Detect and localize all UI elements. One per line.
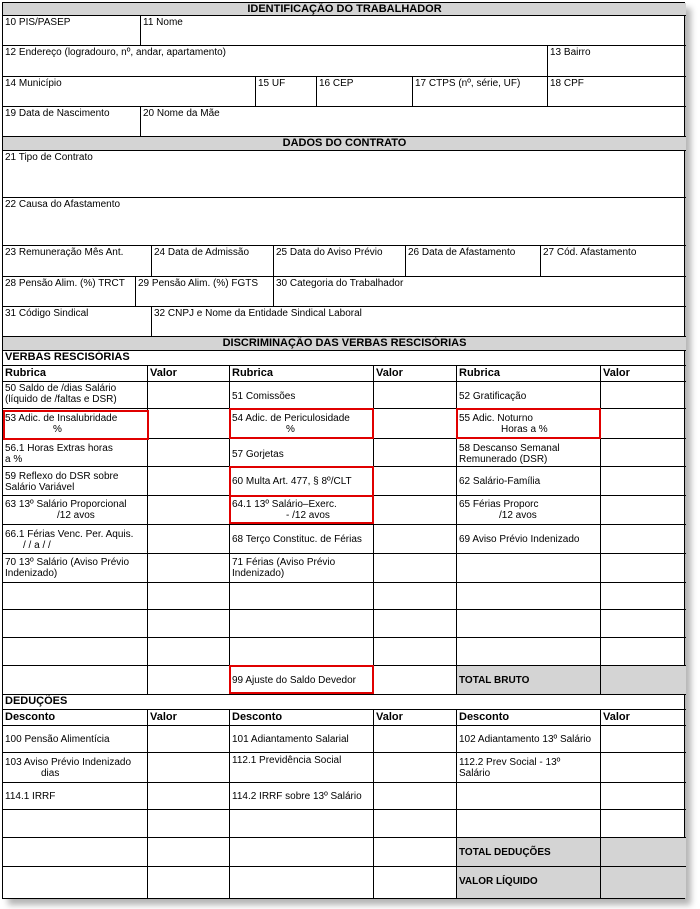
col-rubrica-1: Rubrica bbox=[3, 365, 148, 382]
valor-blank[interactable] bbox=[601, 583, 686, 610]
desconto-112-2: 112.2 Prev Social - 13º Salário bbox=[457, 753, 601, 783]
highlight-99 bbox=[229, 665, 374, 694]
valor-52[interactable] bbox=[601, 382, 686, 409]
section-discriminacao-header: DISCRIMINAÇÃO DAS VERBAS RESCISÓRIAS bbox=[3, 337, 686, 351]
field-20-nome-mae[interactable]: 20 Nome da Mãe bbox=[141, 107, 686, 137]
desconto-102: 102 Adiantamento 13º Salário bbox=[457, 726, 601, 753]
valor-54[interactable] bbox=[374, 409, 457, 439]
rubrica-59: 59 Reflexo do DSR sobre Salário Variável bbox=[3, 467, 148, 496]
rubrica-70: 70 13º Salário (Aviso Prévio Indenizado) bbox=[3, 554, 148, 583]
col-rubrica-3: Rubrica bbox=[457, 365, 601, 382]
valor-60[interactable] bbox=[374, 467, 457, 496]
rubrica-blank bbox=[457, 583, 601, 610]
valor-56[interactable] bbox=[148, 439, 230, 467]
field-10-pis[interactable]: 10 PIS/PASEP bbox=[3, 16, 141, 46]
field-29-pensao-fgts[interactable]: 29 Pensão Alim. (%) FGTS bbox=[136, 277, 274, 307]
valor-blank[interactable] bbox=[601, 783, 686, 810]
field-23-remuneracao[interactable]: 23 Remuneração Mês Ant. bbox=[3, 246, 152, 277]
field-30-categoria[interactable]: 30 Categoria do Trabalhador bbox=[274, 277, 686, 307]
col-valor-d3: Valor bbox=[601, 709, 686, 726]
total-bruto-label: TOTAL BRUTO bbox=[457, 666, 601, 695]
valor-blank[interactable] bbox=[374, 638, 457, 666]
rubrica-blank bbox=[3, 583, 148, 610]
valor-64[interactable] bbox=[374, 496, 457, 525]
field-13-bairro[interactable]: 13 Bairro bbox=[548, 46, 686, 77]
valor-liquido-value bbox=[601, 867, 686, 898]
valor-66[interactable] bbox=[148, 525, 230, 554]
verbas-title: VERBAS RESCISÓRIAS bbox=[5, 351, 130, 363]
valor-blank[interactable] bbox=[148, 610, 230, 638]
valor-63[interactable] bbox=[148, 496, 230, 525]
valor-112-1[interactable] bbox=[374, 753, 457, 783]
valor-114-2[interactable] bbox=[374, 783, 457, 810]
valor-112-2[interactable] bbox=[601, 753, 686, 783]
rubrica-55: 55 Adic. Noturno Horas a % bbox=[457, 409, 601, 439]
desconto-114-2: 114.2 IRRF sobre 13º Salário bbox=[230, 783, 374, 810]
highlight-64 bbox=[229, 495, 374, 524]
field-21-tipo-contrato[interactable]: 21 Tipo de Contrato bbox=[3, 151, 686, 198]
rubrica-54: 54 Adic. de Periculosidade % bbox=[230, 409, 374, 439]
desconto-blank bbox=[230, 810, 374, 838]
rubrica-62: 62 Salário-Família bbox=[457, 467, 601, 496]
rubrica-blank bbox=[3, 638, 148, 666]
desconto-blank bbox=[3, 838, 148, 867]
highlight-54 bbox=[229, 408, 374, 439]
rubrica-blank bbox=[457, 610, 601, 638]
rubrica-60: 60 Multa Art. 477, § 8º/CLT bbox=[230, 467, 374, 496]
field-14-municipio[interactable]: 14 Município bbox=[3, 77, 256, 107]
field-24-data-admissao[interactable]: 24 Data de Admissão bbox=[152, 246, 274, 277]
rubrica-58: 58 Descanso Semanal Remunerado (DSR) bbox=[457, 439, 601, 467]
valor-blank[interactable] bbox=[601, 610, 686, 638]
valor-58[interactable] bbox=[601, 439, 686, 467]
valor-blank[interactable] bbox=[374, 867, 457, 898]
col-desconto-3: Desconto bbox=[457, 709, 601, 726]
highlight-55 bbox=[456, 408, 601, 439]
deducoes-title: DEDUÇÕES bbox=[5, 695, 68, 707]
desconto-114-1: 114.1 IRRF bbox=[3, 783, 148, 810]
valor-blank[interactable] bbox=[148, 666, 230, 695]
highlight-60 bbox=[229, 466, 374, 497]
section-contrato-header: DADOS DO CONTRATO bbox=[3, 137, 686, 151]
highlight-53 bbox=[3, 410, 149, 440]
valor-blank[interactable] bbox=[374, 838, 457, 867]
rubrica-50: 50 Saldo de /dias Salário (líquido de /faltas e DSR) bbox=[3, 382, 148, 409]
col-desconto-2: Desconto bbox=[230, 709, 374, 726]
col-valor-2: Valor bbox=[374, 365, 457, 382]
rubrica-blank bbox=[457, 638, 601, 666]
valor-57[interactable] bbox=[374, 439, 457, 467]
col-valor-d1: Valor bbox=[148, 709, 230, 726]
trct-form bbox=[2, 2, 685, 899]
valor-55[interactable] bbox=[601, 409, 686, 439]
col-valor-3: Valor bbox=[601, 365, 686, 382]
valor-68[interactable] bbox=[374, 525, 457, 554]
field-25-data-aviso[interactable]: 25 Data do Aviso Prévio bbox=[274, 246, 406, 277]
desconto-103: 103 Aviso Prévio Indenizado dias bbox=[3, 753, 148, 783]
field-26-data-afastamento[interactable]: 26 Data de Afastamento bbox=[406, 246, 541, 277]
rubrica-51: 51 Comissões bbox=[230, 382, 374, 409]
total-bruto-value bbox=[601, 666, 686, 695]
desconto-101: 101 Adiantamento Salarial bbox=[230, 726, 374, 753]
rubrica-blank bbox=[230, 610, 374, 638]
valor-blank[interactable] bbox=[374, 583, 457, 610]
valor-59[interactable] bbox=[148, 467, 230, 496]
rubrica-blank bbox=[230, 638, 374, 666]
valor-blank[interactable] bbox=[148, 810, 230, 838]
desconto-blank bbox=[457, 783, 601, 810]
valor-blank[interactable] bbox=[148, 838, 230, 867]
valor-65[interactable] bbox=[601, 496, 686, 525]
rubrica-64: 64.1 13º Salário–Exerc. - /12 avos bbox=[230, 496, 374, 525]
rubrica-99: 99 Ajuste do Saldo Devedor bbox=[230, 666, 374, 695]
valor-69[interactable] bbox=[601, 525, 686, 554]
desconto-blank bbox=[3, 867, 148, 898]
field-22-causa-afastamento[interactable]: 22 Causa do Afastamento bbox=[3, 198, 686, 246]
valor-50[interactable] bbox=[148, 382, 230, 409]
rubrica-66: 66.1 Férias Venc. Per. Aquis. / / a / / bbox=[3, 525, 148, 554]
field-17-ctps[interactable]: 17 CTPS (nº, série, UF) bbox=[413, 77, 548, 107]
field-28-pensao-trct[interactable]: 28 Pensão Alim. (%) TRCT bbox=[3, 277, 136, 307]
field-15-uf[interactable]: 15 UF bbox=[256, 77, 317, 107]
valor-99[interactable] bbox=[374, 666, 457, 695]
valor-blank[interactable] bbox=[374, 810, 457, 838]
rubrica-blank bbox=[230, 583, 374, 610]
valor-51[interactable] bbox=[374, 382, 457, 409]
valor-62[interactable] bbox=[601, 467, 686, 496]
desconto-blank bbox=[230, 867, 374, 898]
field-16-cep[interactable]: 16 CEP bbox=[317, 77, 413, 107]
valor-blank[interactable] bbox=[148, 638, 230, 666]
rubrica-53: 53 Adic. de Insalubridade % bbox=[3, 409, 148, 439]
valor-103[interactable] bbox=[148, 753, 230, 783]
rubrica-52: 52 Gratificação bbox=[457, 382, 601, 409]
desconto-blank bbox=[457, 810, 601, 838]
valor-blank[interactable] bbox=[148, 867, 230, 898]
col-valor-d2: Valor bbox=[374, 709, 457, 726]
desconto-112-1: 112.1 Previdência Social bbox=[230, 753, 374, 783]
field-12-endereco[interactable]: 12 Endereço (logradouro, nº, andar, apartamento) bbox=[3, 46, 548, 77]
rubrica-69: 69 Aviso Prévio Indenizado bbox=[457, 525, 601, 554]
col-valor-1: Valor bbox=[148, 365, 230, 382]
valor-102[interactable] bbox=[601, 726, 686, 753]
field-18-cpf[interactable]: 18 CPF bbox=[548, 77, 686, 107]
rubrica-65: 65 Férias Proporc /12 avos bbox=[457, 496, 601, 525]
rubrica-57: 57 Gorjetas bbox=[230, 439, 374, 467]
field-11-nome[interactable]: 11 Nome bbox=[141, 16, 686, 46]
valor-71[interactable] bbox=[374, 554, 457, 583]
valor-114-1[interactable] bbox=[148, 783, 230, 810]
valor-blank[interactable] bbox=[374, 610, 457, 638]
valor-70[interactable] bbox=[148, 554, 230, 583]
col-desconto-1: Desconto bbox=[3, 709, 148, 726]
desconto-blank bbox=[230, 838, 374, 867]
rubrica-71: 71 Férias (Aviso Prévio Indenizado) bbox=[230, 554, 374, 583]
field-31-codigo-sindical[interactable]: 31 Código Sindical bbox=[3, 307, 152, 337]
rubrica-63: 63 13º Salário Proporcional /12 avos bbox=[3, 496, 148, 525]
rubrica-56: 56.1 Horas Extras horas a % bbox=[3, 439, 148, 467]
valor-53[interactable] bbox=[148, 409, 230, 439]
valor-liquido-label: VALOR LÍQUIDO bbox=[457, 867, 601, 898]
valor-blank[interactable] bbox=[601, 810, 686, 838]
total-deducoes-value bbox=[601, 838, 686, 867]
total-deducoes-label: TOTAL DEDUÇÕES bbox=[457, 838, 601, 867]
rubrica-blank-7c bbox=[457, 554, 601, 583]
rubrica-68: 68 Terço Constituc. de Férias bbox=[230, 525, 374, 554]
valor-101[interactable] bbox=[374, 726, 457, 753]
rubrica-blank bbox=[3, 610, 148, 638]
desconto-blank bbox=[3, 810, 148, 838]
rubrica-blank bbox=[3, 666, 148, 695]
valor-100[interactable] bbox=[148, 726, 230, 753]
valor-blank[interactable] bbox=[601, 638, 686, 666]
valor-blank-7c[interactable] bbox=[601, 554, 686, 583]
desconto-100: 100 Pensão Alimentícia bbox=[3, 726, 148, 753]
field-32-cnpj-sindical[interactable]: 32 CNPJ e Nome da Entidade Sindical Laboral bbox=[152, 307, 686, 337]
section-identificacao-header: IDENTIFICAÇÃO DO TRABALHADOR bbox=[3, 3, 686, 16]
field-19-data-nascimento[interactable]: 19 Data de Nascimento bbox=[3, 107, 141, 137]
valor-blank[interactable] bbox=[148, 583, 230, 610]
col-rubrica-2: Rubrica bbox=[230, 365, 374, 382]
field-27-cod-afastamento[interactable]: 27 Cód. Afastamento bbox=[541, 246, 686, 277]
